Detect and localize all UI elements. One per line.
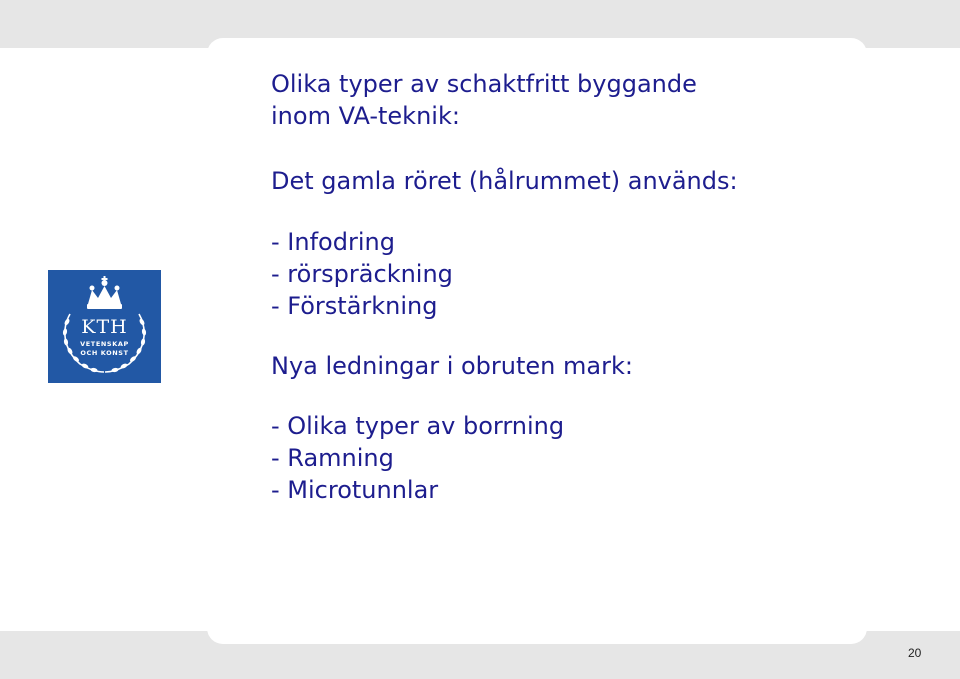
old-pipe-list	[271, 226, 861, 322]
list-item: - Ramning	[271, 444, 394, 472]
kth-logo	[48, 270, 161, 383]
slide-title-line-2: inom VA-teknik:	[271, 102, 460, 130]
list-item: - Olika typer av borrning	[271, 412, 565, 440]
kth-motto-line-2: OCH KONST	[80, 349, 129, 357]
old-pipe-heading: Det gamla röret (hålrummet) används:	[271, 167, 738, 195]
list-item: - Infodring	[271, 228, 395, 256]
kth-wordmark: KTH	[81, 316, 128, 338]
list-item: - Microtunnlar	[271, 476, 439, 504]
list-item: - rörspräckning	[271, 260, 453, 288]
slide-title	[271, 68, 861, 132]
new-pipe-heading: Nya ledningar i obruten mark:	[271, 352, 633, 380]
slide-title-line-1: Olika typer av schaktfritt byggande	[271, 70, 697, 98]
kth-motto-line-1: VETENSKAP	[80, 340, 129, 348]
list-item: - Förstärkning	[271, 292, 438, 320]
page-number: 20	[908, 646, 922, 660]
new-pipe-list	[271, 410, 861, 506]
slide-content	[271, 68, 861, 506]
